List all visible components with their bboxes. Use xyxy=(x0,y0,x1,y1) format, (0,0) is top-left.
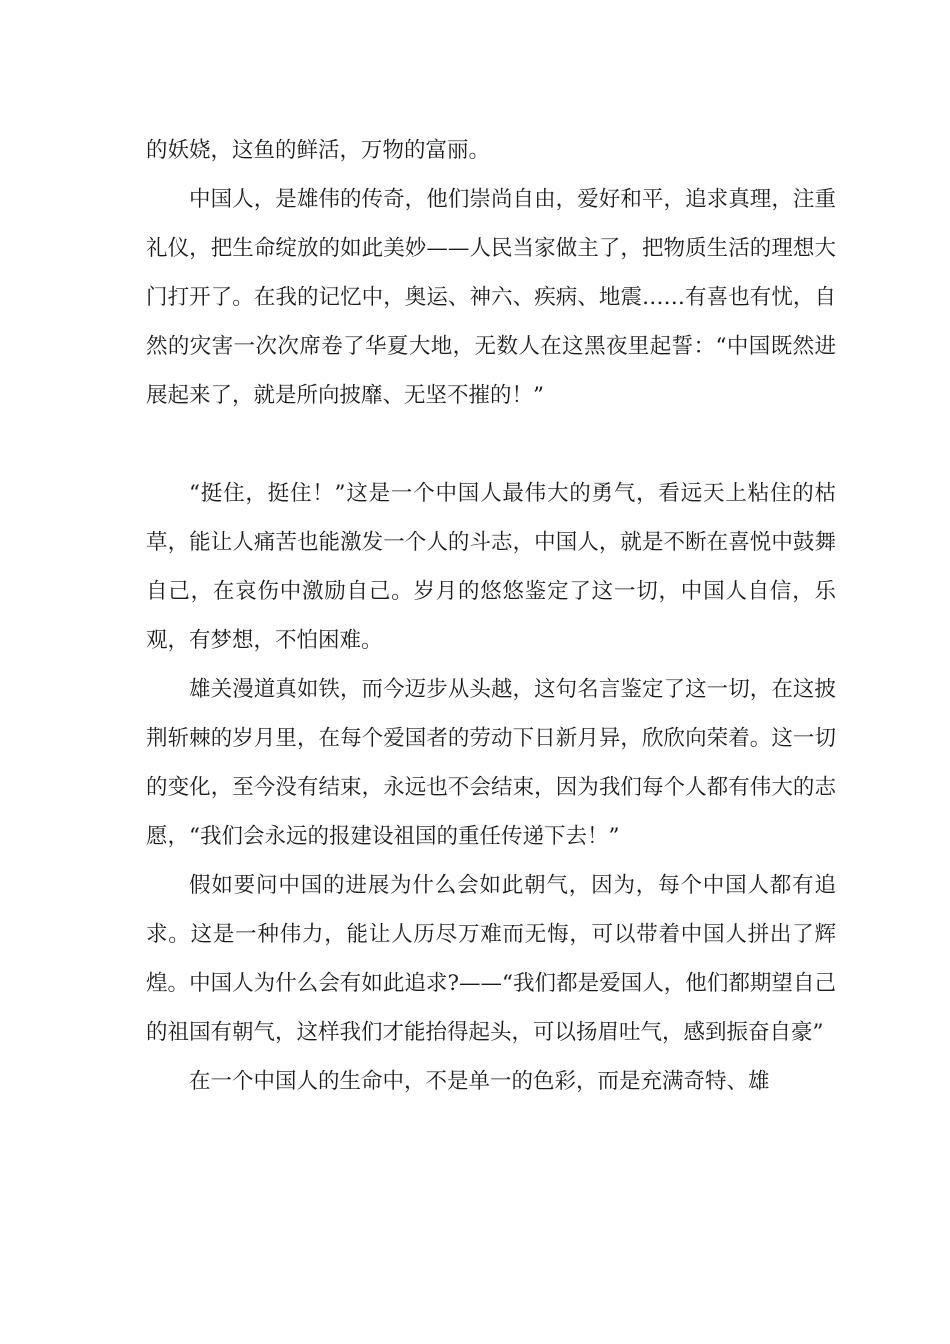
document-body xyxy=(146,126,836,1106)
paragraph-2: 中国人，是雄伟的传奇，他们崇尚自由，爱好和平，追求真理，注重礼仪，把生命绽放的如此美妙——人民当家做主了，把物质生活的理想大门打开了。在我的记忆中，奥运、神六、疾病、地震……有喜也有忧，自然的灾害一次次席卷了华夏大地，无数人在这黑夜里起誓：“中国既然进展起来了，就是所向披靡、无坚不摧的！” xyxy=(146,187,836,408)
paragraph-5: 假如要问中国的进展为什么会如此朝气，因为，每个中国人都有追求。这是一种伟力，能让人历尽万难而无悔，可以带着中国人拼出了辉煌。中国人为什么会有如此追求?——“我们都是爱国人，他们都期望自己的祖国有朝气，这样我们才能抬得起头，可以扬眉吐气，感到振奋自豪” xyxy=(146,873,836,1045)
paragraph-4: 雄关漫道真如铁，而今迈步从头越，这句名言鉴定了这一切，在这披荆斩棘的岁月里，在每个爱国者的劳动下日新月异，欣欣向荣着。这一切的变化，至今没有结束，永远也不会结束，因为我们每个人都有伟大的志愿，“我们会永远的报建设祖国的重任传递下去！” xyxy=(146,677,836,849)
paragraph-3: “挺住，挺住！”这是一个中国人最伟大的勇气，看远天上粘住的枯草，能让人痛苦也能激发一个人的斗志，中国人，就是不断在喜悦中鼓舞自己，在哀伤中激励自己。岁月的悠悠鉴定了这一切，中国人自信，乐观，有梦想，不怕困难。 xyxy=(146,481,836,653)
paragraph-1: 的妖娆，这鱼的鲜活，万物的富丽。 xyxy=(146,138,491,163)
paragraph-6: 在一个中国人的生命中，不是单一的色彩，而是充满奇特、雄 xyxy=(189,1069,770,1094)
paragraph-gap xyxy=(146,420,836,469)
